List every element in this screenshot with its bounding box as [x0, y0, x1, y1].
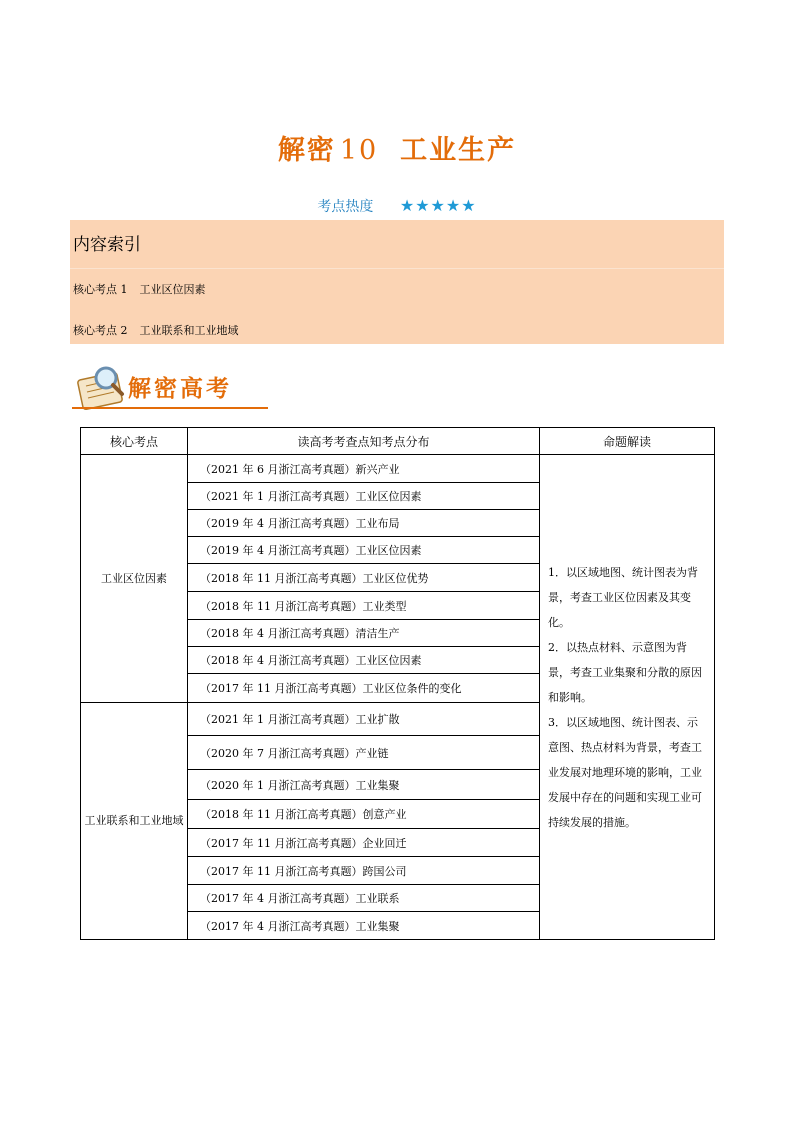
banner-underline [72, 407, 268, 409]
table-header-cell: 读高考考查点知考点分布 [188, 428, 540, 455]
title-topic: 工业生产 [400, 135, 517, 166]
source-cell: （2017 年 4 月浙江高考真题）工业集聚 [188, 912, 540, 940]
index-item [73, 322, 239, 338]
interpretation-cell [540, 455, 715, 940]
star-rating-icon: ★★★★★ [399, 196, 477, 215]
source-cell: （2020 年 1 月浙江高考真题）工业集聚 [188, 770, 540, 800]
interpretation-paragraph: 1．以区域地图、统计图表为背景，考查工业区位因素及其变化。 [548, 565, 698, 629]
index-item [73, 281, 206, 297]
source-cell: （2020 年 7 月浙江高考真题）产业链 [188, 736, 540, 770]
source-cell: （2019 年 4 月浙江高考真题）工业布局 [188, 510, 540, 537]
source-cell: （2018 年 4 月浙江高考真题）清洁生产 [188, 620, 540, 647]
index-divider [70, 268, 724, 269]
interpretation-paragraph: 3．以区域地图、统计图表、示意图、热点材料为背景，考查工业发展对地理环境的影响，工业发展中存在的问题和实现工业可持续发展的措施。 [548, 715, 702, 829]
content-index-title: 内容索引 [73, 235, 141, 255]
topic-cell: 工业联系和工业地域 [81, 703, 188, 940]
source-cell: （2018 年 11 月浙江高考真题）创意产业 [188, 800, 540, 829]
source-cell: （2018 年 11 月浙江高考真题）工业区位优势 [188, 564, 540, 592]
index-item-text: 工业联系和工业地域 [139, 324, 239, 337]
index-item-label: 核心考点 2 [73, 324, 128, 337]
source-cell: （2021 年 6 月浙江高考真题）新兴产业 [188, 455, 540, 483]
topic-cell: 工业区位因素 [81, 455, 188, 703]
table-header-cell: 命题解读 [540, 428, 715, 455]
heat-label: 考点热度 [317, 199, 374, 215]
title-number: 10 [339, 135, 379, 166]
source-cell: （2017 年 11 月浙江高考真题）企业回迁 [188, 829, 540, 857]
heat-rating [0, 196, 794, 216]
interpretation-paragraph: 2．以热点材料、示意图为背景，考查工业集聚和分散的原因和影响。 [548, 640, 702, 704]
source-cell: （2017 年 11 月浙江高考真题）工业区位条件的变化 [188, 674, 540, 703]
table-row [81, 455, 715, 483]
source-cell: （2017 年 4 月浙江高考真题）工业联系 [188, 885, 540, 912]
table-header-row [81, 428, 715, 455]
index-item-text: 工业区位因素 [139, 283, 206, 296]
source-cell: （2021 年 1 月浙江高考真题）工业扩散 [188, 703, 540, 736]
banner-title: 解密高考 [128, 376, 232, 402]
exam-points-table [80, 427, 715, 940]
table-header-cell: 核心考点 [81, 428, 188, 455]
source-cell: （2017 年 11 月浙江高考真题）跨国公司 [188, 857, 540, 885]
source-cell: （2018 年 4 月浙江高考真题）工业区位因素 [188, 647, 540, 674]
index-item-label: 核心考点 1 [73, 283, 128, 296]
source-cell: （2018 年 11 月浙江高考真题）工业类型 [188, 592, 540, 620]
source-cell: （2019 年 4 月浙江高考真题）工业区位因素 [188, 537, 540, 564]
source-cell: （2021 年 1 月浙江高考真题）工业区位因素 [188, 483, 540, 510]
title-main: 解密 [277, 135, 336, 166]
page-title [0, 128, 794, 167]
